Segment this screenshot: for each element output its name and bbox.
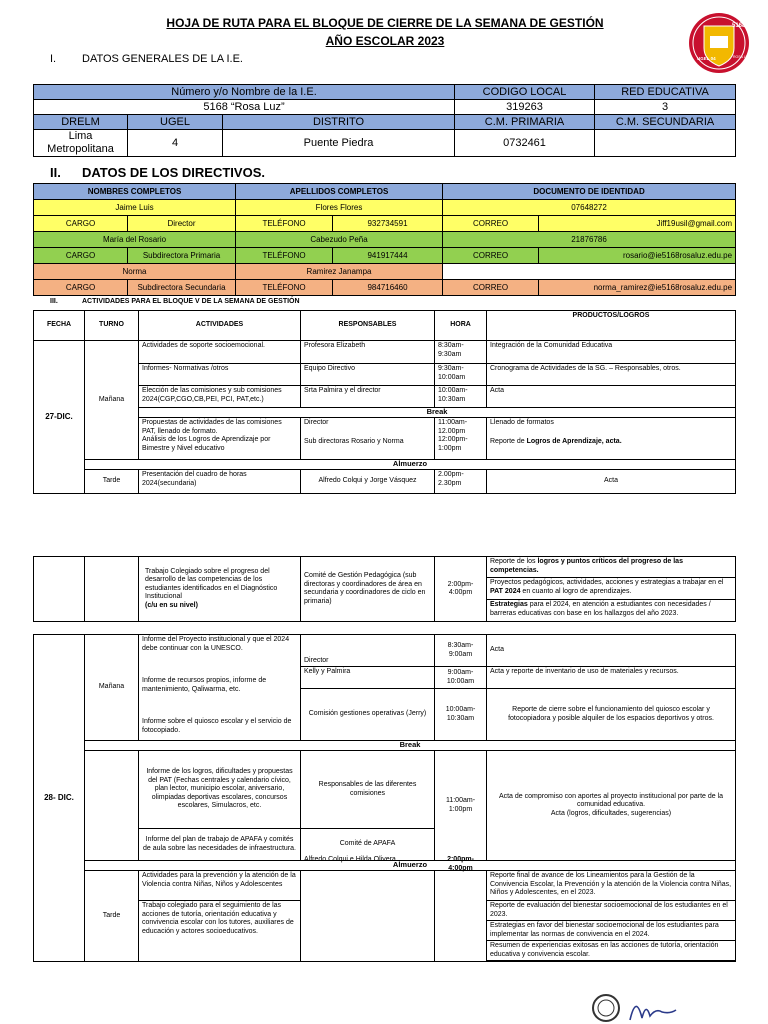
activity-propuestas-pat: Propuestas de actividades de las comisiones PAT, llenado de formato. <box>142 419 282 435</box>
activity-prevencion-violencia: Actividades para la prevención y la atención de la Violencia contra Niñas, Niños y Adolescentes <box>139 871 300 901</box>
activity-nivel-note: (c/u en su nivel) <box>145 601 198 609</box>
hora-830-28: 8:30am-9:00am <box>435 635 487 667</box>
directivo-3-telefono-label: TELÉFONO <box>236 280 333 296</box>
directivo-2-documento: 21876786 <box>443 232 736 248</box>
header-apellidos: APELLIDOS COMPLETOS <box>236 184 443 200</box>
prod-p1-text: Reporte de los <box>490 558 538 565</box>
prod-inventario: Acta y reporte de inventario de uso de materiales y recursos. <box>487 667 736 689</box>
document-title <box>160 14 610 50</box>
header-ugel: UGEL <box>128 115 223 130</box>
activity-manana-28 <box>139 635 301 741</box>
section-2-heading <box>50 165 350 181</box>
directivo-1-correo: Jiff19usil@gmail.com <box>539 216 736 232</box>
resp-comisiones-28: Responsables de las diferentes comisiones <box>301 751 435 829</box>
activity-trabajo-colegiado-text: Trabajo Colegiado sobre el progreso del desarrollo de las competencias de los estudiantes identificados en el Diagnóstico Institucional <box>145 567 278 601</box>
prod-reporte-competencias <box>487 557 736 578</box>
section-1-number: I. <box>50 53 57 65</box>
prod-resumen-experiencias: Resumen de experiencias exitosas en las acciones de tutoría, orientación educativa y convivencia escolar. <box>487 941 736 961</box>
ie-drelm: Lima Metropolitana <box>34 130 128 157</box>
ie-red: 3 <box>595 100 736 115</box>
fecha-28-dic: 28- DIC. <box>34 635 85 962</box>
prod-soporte: Integración de la Comunidad Educativa <box>487 341 736 364</box>
break-band-27: Break <box>139 408 736 418</box>
hora-1100-28: 11:00am-1:00pm <box>435 751 487 861</box>
hora-informes: 9:30am-10:00am <box>435 364 487 386</box>
section-3-number: III. <box>50 298 58 305</box>
resp-propuestas <box>301 418 435 460</box>
directivo-2-telefono-label: TELÉFONO <box>236 248 333 264</box>
activity-logros-pat: Informe de los logros, dificultades y propuestas del PAT (Fechas centrales y calendario cívico, plan lector, municipio escolar, aniversario, olimpiadas deportivas escolares, concursos escolares, Simulacros, etc. <box>139 751 301 829</box>
prod-acta-compromiso <box>487 751 736 861</box>
resp-comisiones: Srta Palmira y el director <box>301 386 435 408</box>
prod-cierre-quiosco: Reporte de cierre sobre el funcionamiento del quiosco escolar y fotocopiadora y posible alquiler de los espacios deportivos y otros. <box>487 689 736 741</box>
title-line-2: AÑO ESCOLAR 2023 <box>325 34 445 48</box>
prod-p3-text: para el 2024, en atención a estudiantes con necesidades / barreras educativas con base en los hallazgos del año 2023. <box>490 601 711 617</box>
resp-apafa: Comité de APAFA <box>301 829 435 861</box>
prod-evaluacion-bienestar: Reporte de evaluación del bienestar socioemocional de los estudiantes en el 2023. <box>487 901 736 921</box>
prod-informes: Cronograma de Actividades de la SG. – Responsables, otros. <box>487 364 736 386</box>
header-cm-primaria: C.M. PRIMARIA <box>455 115 595 130</box>
directivo-1-correo-label: CORREO <box>443 216 539 232</box>
signature-seal <box>590 990 690 1022</box>
activity-analisis-logros: Análisis de los Logros de Aprendizaje por Bimestre y Nivel educativo <box>142 436 271 452</box>
directivo-1-telefono: 932734591 <box>333 216 443 232</box>
section-2-number: II. <box>50 165 61 180</box>
prod-p1-bold: logros y puntos críticos del progreso de las competencias. <box>490 558 683 574</box>
activity-comisiones: Elección de las comisiones y sub comisiones 2024(CGP,CGO,CB,PEI, PCI, PAT,etc.) <box>139 386 301 408</box>
resp-colqui-olivera-text: Alfredo Colqui e Hilda Olivera <box>304 856 396 863</box>
ie-nombre: 5168 “Rosa Luz” <box>34 100 455 115</box>
header-codigo-local: CODIGO LOCAL <box>455 85 595 100</box>
logo-ugel: UGEL 04 <box>697 56 716 61</box>
directivo-3-cargo: Subdirectora Secundaria <box>128 280 236 296</box>
prod-proyectos-pat <box>487 578 736 600</box>
directivo-2-nombres: María del Rosario <box>34 232 236 248</box>
directivo-1-apellidos: Flores Flores <box>236 200 443 216</box>
prod-lineamientos: Reporte final de avance de los Lineamientos para la Gestión de la Convivencia Escolar, la Prevención y la atención de la Violencia contra Niñas, Niños y Adolescentes, en el 2023. <box>487 871 736 901</box>
directivo-3-nombres: Norma <box>34 264 236 280</box>
section-3-title: ACTIVIDADES PARA EL BLOQUE V DE LA SEMANA DE GESTIÓN <box>82 298 300 305</box>
section-3-heading <box>50 298 450 308</box>
header-nombres: NOMBRES COMPLETOS <box>34 184 236 200</box>
resp-director-28: Director <box>301 635 435 667</box>
activity-trabajo-colegiado <box>139 557 301 622</box>
hora-11am: 11:00am-12.00pm <box>438 419 468 435</box>
hora-12pm: 12:00pm-1:00pm <box>438 436 468 452</box>
activity-tarde-28 <box>139 871 301 962</box>
hora-900-28: 9:00am-10:00am <box>435 667 487 689</box>
activity-informes: Informes- Normativas /otros <box>139 364 301 386</box>
prod-reporte-text: Reporte de <box>490 437 527 445</box>
header-hora: HORA <box>435 311 487 341</box>
directivo-1-cargo: Director <box>128 216 236 232</box>
header-productos: PRODUCTOS/LOGROS <box>487 311 736 341</box>
ie-data-table <box>33 84 736 157</box>
prod-p2-end: en cuanto al logro de aprendizajes. <box>520 587 632 595</box>
ie-codigo: 319263 <box>455 100 595 115</box>
hora-200-text: 2:00pm-4:00pm <box>447 856 474 872</box>
prod-acta-28: Acta <box>487 635 736 667</box>
cont-fecha-empty <box>34 557 85 622</box>
prod-cuadro-horas: Acta <box>487 470 736 494</box>
directivo-2-correo-label: CORREO <box>443 248 539 264</box>
prod-acta-compromiso-text: Acta de compromiso con aportes al proyecto institucional por parte de la comunidad educativa. <box>498 792 724 809</box>
section-2-title: DATOS DE LOS DIRECTIVOS. <box>82 165 265 180</box>
hora-trabajo-colegiado: 2:00pm-4:00pm <box>435 557 487 622</box>
fecha-27-dic: 27-DIC. <box>34 341 85 494</box>
resp-comite-gestion: Comité de Gestión Pedagógica (sub directoras y coordinadores de área en secundaria y coordinadores de ciclo en primaria) <box>301 557 435 622</box>
prod-p2-text: Proyectos pedagógicos, actividades, acciones y estrategias a trabajar en el <box>490 579 724 586</box>
prod-comisiones: Acta <box>487 386 736 408</box>
activity-recursos-propios: Informe de recursos propios, informe de mantenimiento, Qaliwarma, etc. <box>142 677 267 693</box>
activity-propuestas <box>139 418 301 460</box>
prod-acta-logros: Acta (logros, dificultades, sugerencias) <box>550 809 672 817</box>
title-line-1: HOJA DE RUTA PARA EL BLOQUE DE CIERRE DE LA SEMANA DE GESTIÓN <box>166 16 604 30</box>
resp-subdirectoras: Sub directoras Rosario y Norma <box>304 437 404 445</box>
turno-tarde-27: Tarde <box>85 470 139 494</box>
activities-table-continuation <box>33 556 736 622</box>
directivo-3-apellidos: Ramirez Janampa <box>236 264 443 280</box>
directivos-table <box>33 183 736 296</box>
turno-tarde-28: Tarde <box>85 871 139 962</box>
prod-estrategias <box>487 600 736 622</box>
directivo-1-documento: 07648272 <box>443 200 736 216</box>
activity-cuadro-horas: Presentación del cuadro de horas 2024(secundaria) <box>139 470 301 494</box>
resp-cuadro-horas: Alfredo Colqui y Jorge Vásquez <box>301 470 435 494</box>
directivo-2-telefono: 941917444 <box>333 248 443 264</box>
almuerzo-band-28: Almuerzo <box>85 861 736 871</box>
header-cm-secundaria: C.M. SECUNDARIA <box>595 115 736 130</box>
turno-manana-28: Mañana <box>85 635 139 741</box>
directivo-3-correo-label: CORREO <box>443 280 539 296</box>
break-band-28: Break <box>85 741 736 751</box>
directivo-1-nombres: Jaime Luis <box>34 200 236 216</box>
header-drelm: DRELM <box>34 115 128 130</box>
activity-trabajo-tutoria: Trabajo colegiado para el seguimiento de las acciones de tutoría, orientación educativa y convivencia escolar con los tutores, auxiliares de educación y actores socioeducativos. <box>142 902 294 935</box>
section-1-heading <box>50 53 350 67</box>
cont-turno-empty <box>85 557 139 622</box>
hora-comisiones: 10:00am-10:30am <box>435 386 487 408</box>
prod-propuestas <box>487 418 736 460</box>
header-red-educativa: RED EDUCATIVA <box>595 85 736 100</box>
directivo-3-correo: norma_ramirez@ie5168rosaluz.edu.pe <box>539 280 736 296</box>
prod-logros-bold: Logros de Aprendizaje, acta. <box>526 437 622 445</box>
directivo-2-correo: rosario@ie5168rosaluz.edu.pe <box>539 248 736 264</box>
logo-rosa-luz: ROSA LUZ <box>733 55 750 59</box>
hora-cuadro-horas: 2.00pm-2.30pm <box>435 470 487 494</box>
header-distrito: DISTRITO <box>223 115 455 130</box>
activity-quiosco: Informe sobre el quiosco escolar y el servicio de fotocopiado. <box>142 718 292 734</box>
activities-table-27-dic <box>33 310 736 494</box>
prod-p2-bold: PAT 2024 <box>490 587 521 595</box>
resp-director: Director <box>304 419 329 426</box>
prod-reporte-logros <box>490 438 732 447</box>
hora-200-28 <box>435 856 487 962</box>
directivo-3-telefono: 984716460 <box>333 280 443 296</box>
prod-estrategias-bienestar: Estrategias en favor del bienestar socioemocional de los estudiantes para implementar las normas de convivencia en el 2024. <box>487 921 736 941</box>
prod-empty-28 <box>487 961 736 962</box>
directivo-3-documento <box>443 264 736 280</box>
directivo-2-cargo: Subdirectora Primaria <box>128 248 236 264</box>
logo-number: 5168 <box>732 23 746 29</box>
turno-empty-28 <box>85 751 139 861</box>
activity-soporte: Actividades de soporte socioemocional. <box>139 341 301 364</box>
turno-manana-27: Mañana <box>85 341 139 460</box>
almuerzo-band-27: Almuerzo <box>85 460 736 470</box>
activity-apafa: Informe del plan de trabajo de APAFA y comités de aula sobre las necesidades de infraestructura. <box>139 829 301 861</box>
resp-informes: Equipo Directivo <box>301 364 435 386</box>
directivo-1-telefono-label: TELÉFONO <box>236 216 333 232</box>
resp-soporte: Profesora Elizabeth <box>301 341 435 364</box>
header-turno: TURNO <box>85 311 139 341</box>
directivo-3-cargo-label: CARGO <box>34 280 128 296</box>
directivo-1-cargo-label: CARGO <box>34 216 128 232</box>
hora-1000-28: 10:00am-10:30am <box>435 689 487 741</box>
ie-distrito: Puente Piedra <box>223 130 455 157</box>
prod-llenado: Llenado de formatos <box>490 419 554 426</box>
header-responsables: RESPONSABLES <box>301 311 435 341</box>
ie-cm-primaria: 0732461 <box>455 130 595 157</box>
header-nombre-ie: Número y/o Nombre de la I.E. <box>34 85 455 100</box>
hora-soporte: 8:30am-9:30am <box>435 341 487 364</box>
resp-kelly-palmira: Kelly y Palmira <box>301 667 435 689</box>
resp-comision-operativas: Comisión gestiones operativas (Jerry) <box>301 689 435 741</box>
school-crest-logo <box>688 12 750 74</box>
activities-table-28-dic <box>33 634 736 962</box>
header-actividades: ACTIVIDADES <box>139 311 301 341</box>
section-1-title: DATOS GENERALES DE LA I.E. <box>82 53 243 65</box>
ie-cm-secundaria <box>595 130 736 157</box>
ie-ugel: 4 <box>128 130 223 157</box>
header-documento: DOCUMENTO DE IDENTIDAD <box>443 184 736 200</box>
activity-proyecto-institucional: Informe del Proyecto institucional y que el 2024 debe continuar con la UNESCO. <box>142 636 290 652</box>
hora-propuestas <box>435 418 487 460</box>
prod-p3-bold: Estrategias <box>490 601 528 608</box>
directivo-2-apellidos: Cabezudo Peña <box>236 232 443 248</box>
directivo-2-cargo-label: CARGO <box>34 248 128 264</box>
header-fecha: FECHA <box>34 311 85 341</box>
